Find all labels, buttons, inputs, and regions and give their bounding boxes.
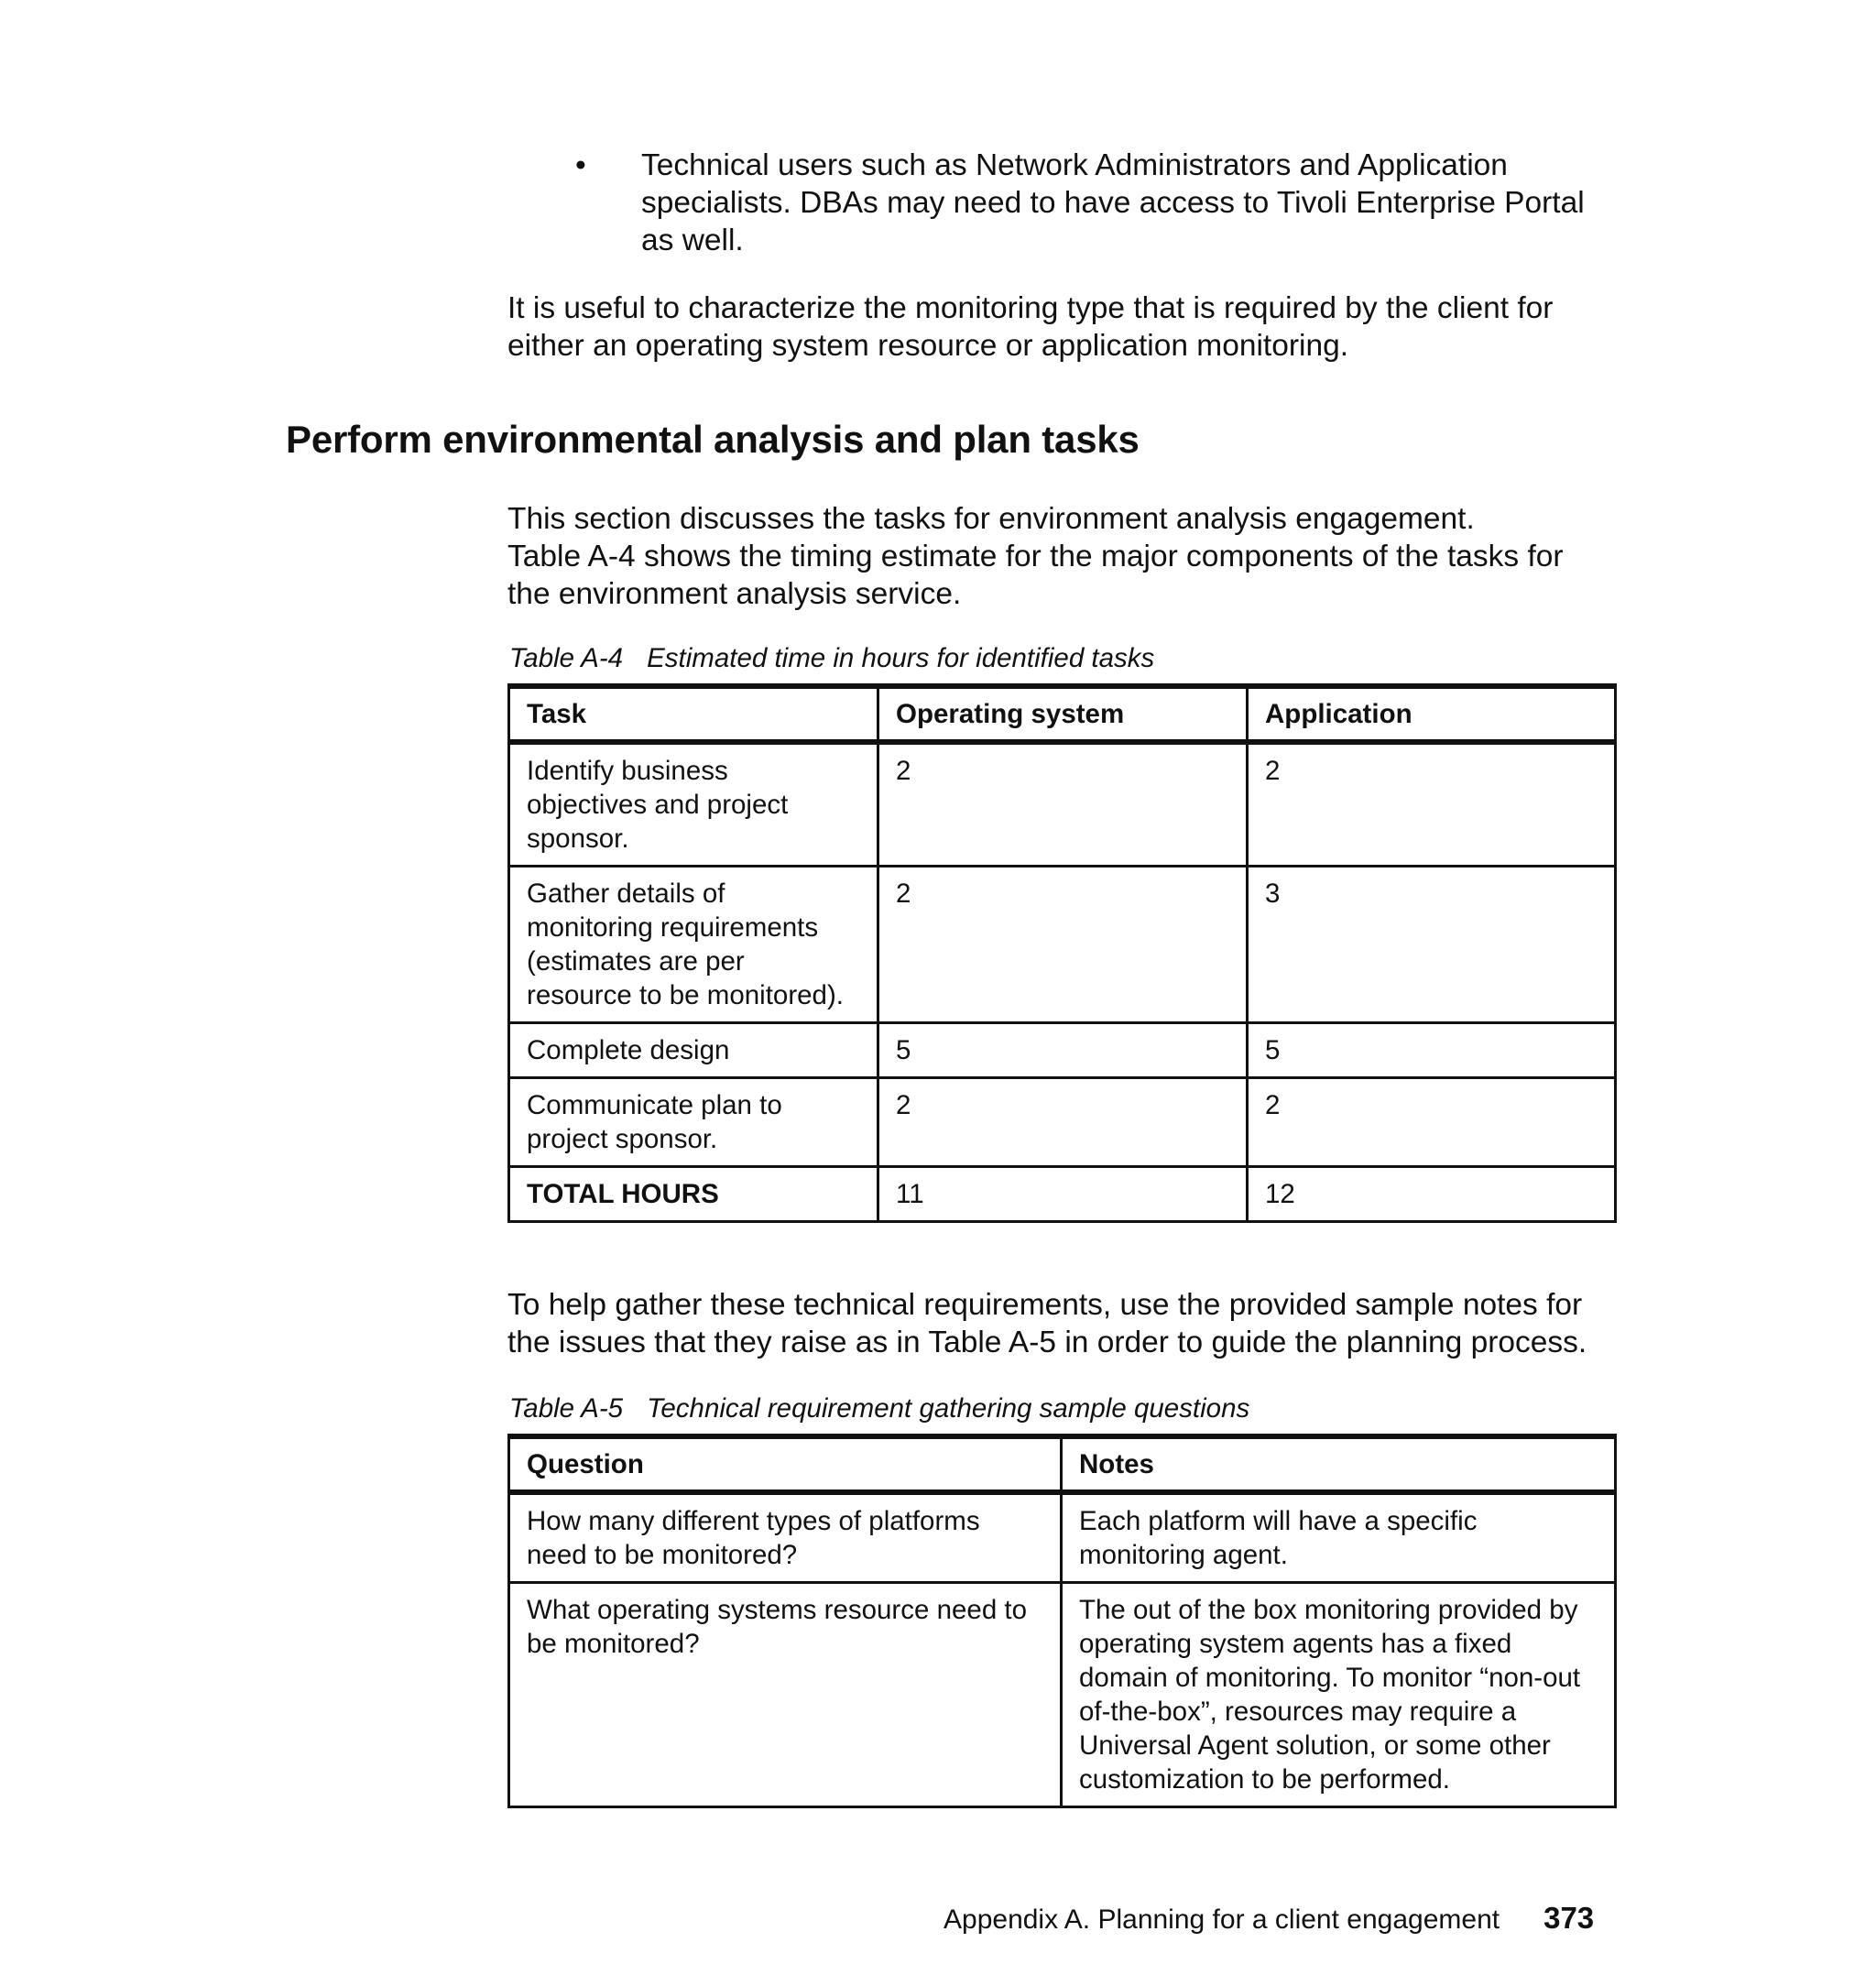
paragraph-line: It is useful to characterize the monitoring type that is required by the client for [507, 291, 1554, 325]
cell-line: sponsor. [527, 824, 629, 854]
question-cell [509, 1583, 1062, 1807]
page-footer [943, 1901, 1594, 1936]
os-hours-cell: 5 [878, 1023, 1248, 1078]
total-app-hours: 12 [1248, 1167, 1616, 1222]
section-paragraph [507, 500, 1564, 613]
paragraph-line: either an operating system resource or application monitoring. [507, 329, 1349, 363]
cell-line: domain of monitoring. To monitor “non-out [1079, 1663, 1581, 1693]
table-a5-caption-title: Technical requirement gathering sample questions [647, 1393, 1250, 1424]
app-hours-cell: 5 [1248, 1023, 1616, 1078]
table-row [509, 1023, 1616, 1078]
cell-line: customization to be performed. [1079, 1764, 1451, 1795]
paragraph-line: the issues that they raise as in Table A-5 in order to guide the planning process. [507, 1326, 1587, 1359]
paragraph-line: This section discusses the tasks for environment analysis engagement. [507, 502, 1475, 536]
cell-line: be monitored? [527, 1629, 700, 1659]
table-header-row [509, 1436, 1616, 1492]
cell-line: of-the-box”, resources may require a [1079, 1697, 1517, 1727]
header-notes: Notes [1062, 1436, 1616, 1492]
paragraph-line: the environment analysis service. [507, 577, 962, 611]
cell-line: How many different types of platforms [527, 1506, 980, 1536]
intro-paragraph [507, 289, 1553, 365]
cell-line: Universal Agent solution, or some other [1079, 1730, 1551, 1761]
cell-line: objectives and project [527, 790, 789, 820]
question-cell [509, 1492, 1062, 1583]
page-number: 373 [1543, 1901, 1595, 1935]
middle-paragraph [507, 1286, 1587, 1361]
cell-line: Gather details of [527, 878, 725, 909]
header-application: Application [1248, 686, 1616, 742]
table-row [509, 1492, 1616, 1583]
total-row [509, 1167, 1616, 1222]
header-question: Question [509, 1436, 1062, 1492]
bullet-symbol: • [575, 148, 586, 182]
app-hours-cell: 3 [1248, 867, 1616, 1023]
cell-line: Complete design [527, 1035, 730, 1065]
notes-cell [1062, 1492, 1616, 1583]
table-row [509, 1078, 1616, 1167]
table-a5 [507, 1434, 1617, 1808]
table-a4-caption [509, 643, 1154, 674]
table-a4 [507, 683, 1617, 1223]
table-a4-caption-title: Estimated time in hours for identified tasks [647, 643, 1155, 673]
task-cell [509, 867, 878, 1023]
cell-line: What operating systems resource need to [527, 1595, 1028, 1625]
table-a5-caption [509, 1393, 1249, 1424]
os-hours-cell: 2 [878, 742, 1248, 867]
app-hours-cell: 2 [1248, 1078, 1616, 1167]
section-heading: Perform environmental analysis and plan tasks [286, 418, 1140, 461]
bullet-item [575, 147, 1603, 259]
cell-line: Communicate plan to [527, 1090, 782, 1120]
footer-text: Appendix A. Planning for a client engagement [943, 1904, 1500, 1935]
header-operating-system: Operating system [878, 686, 1248, 742]
table-a4-caption-number: Table A-4 [509, 643, 624, 673]
os-hours-cell: 2 [878, 1078, 1248, 1167]
table-row [509, 1583, 1616, 1807]
table-row [509, 867, 1616, 1023]
total-os-hours: 11 [878, 1167, 1248, 1222]
cell-line: need to be monitored? [527, 1540, 798, 1570]
cell-line: Identify business [527, 756, 728, 786]
cell-line: Each platform will have a specific [1079, 1506, 1478, 1536]
cell-line: monitoring requirements [527, 912, 819, 943]
os-hours-cell: 2 [878, 867, 1248, 1023]
total-label: TOTAL HOURS [509, 1167, 878, 1222]
cell-line: operating system agents has a fixed [1079, 1629, 1512, 1659]
table-header-row [509, 686, 1616, 742]
task-cell [509, 742, 878, 867]
app-hours-cell: 2 [1248, 742, 1616, 867]
cell-line: The out of the box monitoring provided by [1079, 1595, 1578, 1625]
cell-line: project sponsor. [527, 1124, 718, 1154]
table-a5-caption-number: Table A-5 [509, 1393, 624, 1424]
task-cell [509, 1023, 878, 1078]
cell-line: monitoring agent. [1079, 1540, 1288, 1570]
bullet-line: as well. [641, 224, 744, 257]
bullet-line: specialists. DBAs may need to have access to Tivoli Enterprise Portal [641, 186, 1585, 220]
header-task: Task [509, 686, 878, 742]
task-cell [509, 1078, 878, 1167]
table-row [509, 742, 1616, 867]
paragraph-line: Table A-4 shows the timing estimate for the major components of the tasks for [507, 540, 1564, 573]
bullet-line: Technical users such as Network Administrators and Application [641, 148, 1508, 182]
notes-cell [1062, 1583, 1616, 1807]
cell-line: resource to be monitored). [527, 980, 844, 1010]
paragraph-line: To help gather these technical requirements, use the provided sample notes for [507, 1288, 1583, 1322]
cell-line: (estimates are per [527, 946, 745, 977]
